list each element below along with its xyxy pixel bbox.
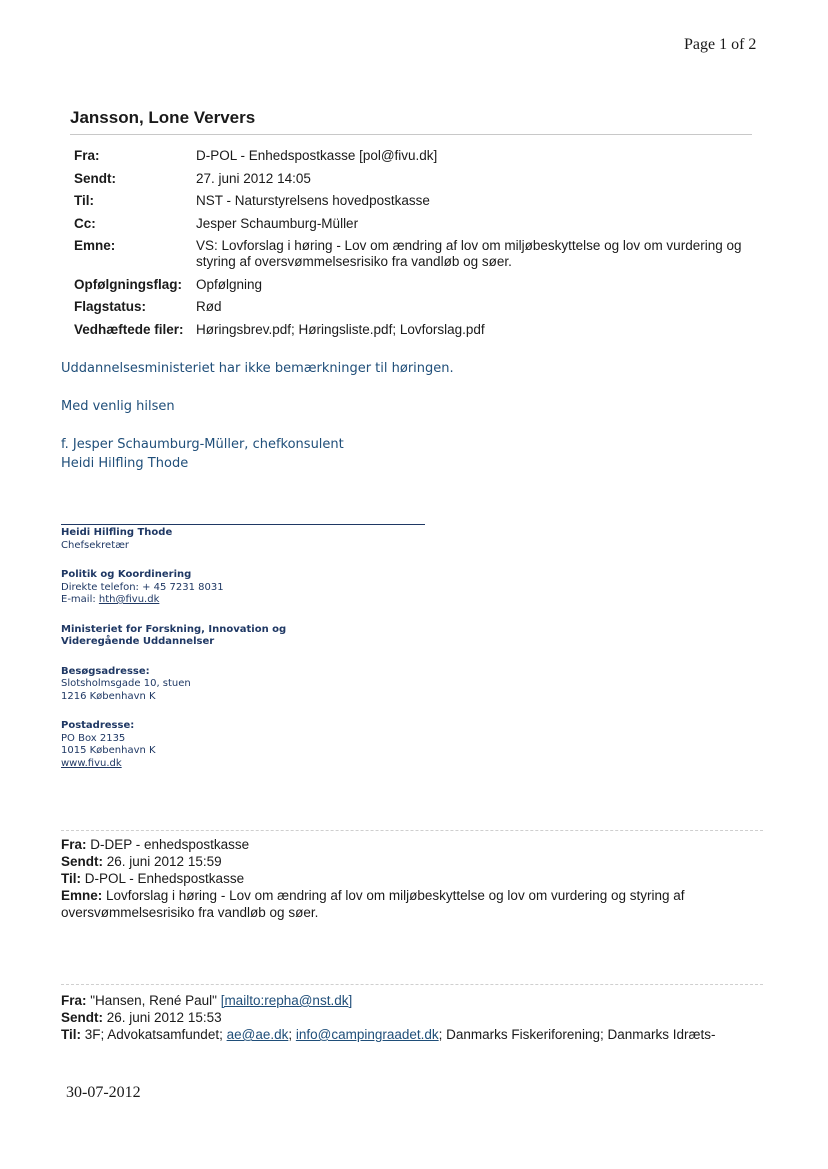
header-label: Vedhæftede filer:: [74, 321, 184, 337]
header-row-sent: [74, 171, 766, 194]
header-value: 27. juni 2012 14:05: [196, 170, 311, 186]
fwd1-sent-label: Sendt:: [61, 854, 103, 869]
fwd1-sent: 26. juni 2012 15:59: [103, 854, 222, 869]
fwd2-mailto-link[interactable]: [mailto:repha@nst.dk]: [220, 993, 353, 1008]
header-value: Høringsbrev.pdf; Høringsliste.pdf; Lovforslag.pdf: [196, 321, 485, 337]
header-value: D-POL - Enhedspostkasse [pol@fivu.dk]: [196, 148, 438, 163]
signature-post-box: PO Box 2135: [61, 732, 126, 744]
header-row-cc: [74, 216, 766, 239]
header-label: Flagstatus:: [74, 299, 147, 314]
fwd2-to-part-a: 3F; Advokatsamfundet;: [81, 1027, 227, 1042]
signature-title: Chefsekretær: [61, 539, 130, 551]
fwd2-to-label: Til:: [61, 1027, 81, 1042]
fwd2-to-part-c: ; Danmarks Fiskeriforening; Danmarks Idræts-: [438, 1027, 716, 1042]
fwd1-from: D-DEP - enhedspostkasse: [86, 837, 250, 852]
signature-department: Politik og Koordinering: [61, 569, 192, 580]
page-number: Page 1 of 2: [684, 36, 757, 53]
divider: [61, 984, 763, 985]
header-value: Rød: [196, 299, 222, 314]
header-label: Emne:: [74, 238, 116, 253]
signature-post-city: 1015 København K: [61, 745, 156, 756]
fwd2-to-link-campingraadet[interactable]: info@campingraadet.dk: [295, 1027, 439, 1042]
header-value: Jesper Schaumburg-Müller: [196, 215, 359, 231]
signature-visit-city: 1216 København K: [61, 690, 156, 702]
signature-name: Heidi Hilfling Thode: [61, 527, 173, 538]
header-row-from: [74, 148, 766, 171]
print-date: 30-07-2012: [66, 1084, 141, 1101]
fwd2-from-label: Fra:: [61, 993, 87, 1008]
header-label: Opfølgningsflag:: [74, 276, 182, 292]
divider: [70, 134, 752, 135]
signature-ministry-line-1: Ministeriet for Forskning, Innovation og: [61, 623, 287, 635]
body-line-response: Uddannelsesministeriet har ikke bemærkninger til høringen.: [61, 361, 454, 376]
divider: [61, 830, 763, 831]
fwd2-from: "Hansen, René Paul": [86, 993, 221, 1008]
fwd1-from-label: Fra:: [61, 837, 87, 852]
sender-name: Jansson, Lone Ververs: [70, 108, 256, 127]
signature-phone: Direkte telefon: + 45 7231 8031: [61, 581, 224, 593]
fwd1-to: D-POL - Enhedspostkasse: [81, 871, 245, 886]
header-row-flag-status: [74, 299, 766, 322]
header-row-attachments: [74, 322, 766, 345]
header-row-subject: [74, 238, 766, 277]
body-signer-1: f. Jesper Schaumburg-Müller, chefkonsulent: [61, 437, 344, 452]
signature-visit-label: Besøgsadresse:: [61, 665, 150, 677]
signature-block: [61, 527, 286, 770]
email-header-table: [74, 148, 766, 344]
header-label: Fra:: [74, 148, 100, 163]
fwd1-to-label: Til:: [61, 871, 81, 886]
forward-header-1: [61, 836, 751, 921]
signature-email-label: E-mail:: [61, 594, 99, 605]
signature-email-link[interactable]: hth@fivu.dk: [98, 594, 160, 605]
signature-web-link[interactable]: www.fivu.dk: [61, 757, 122, 769]
signature-visit-street: Slotsholmsgade 10, stuen: [61, 678, 191, 689]
forward-header-2: [61, 992, 761, 1043]
body-signer-2: Heidi Hilfling Thode: [61, 456, 189, 471]
fwd1-subject: Lovforslag i høring - Lov om ændring af lov om miljøbeskyttelse og lov om vurdering og styring af oversvømmelsesrisiko fra vandløb og søer.: [61, 888, 685, 920]
header-label: Til:: [74, 193, 94, 208]
fwd2-sent-label: Sendt:: [61, 1010, 103, 1025]
header-label: Cc:: [74, 215, 96, 231]
fwd2-to-part-b: ;: [288, 1027, 296, 1042]
fwd2-sent: 26. juni 2012 15:53: [103, 1010, 222, 1025]
header-row-flag: [74, 277, 766, 300]
fwd2-to-link-ae[interactable]: ae@ae.dk: [226, 1027, 289, 1042]
signature-ministry-line-2: Videregående Uddannelser: [61, 636, 215, 647]
header-value: VS: Lovforslag i høring - Lov om ændring af lov om miljøbeskyttelse og lov om vurdering og styring af oversvømmelsesrisiko fra vandløb og søer.: [196, 238, 742, 269]
signature-post-label: Postadresse:: [61, 720, 135, 731]
header-row-to: [74, 193, 766, 216]
header-value: NST - Naturstyrelsens hovedpostkasse: [196, 193, 430, 208]
body-greeting: Med venlig hilsen: [61, 399, 175, 414]
header-value: Opfølgning: [196, 276, 263, 292]
fwd1-subject-label: Emne:: [61, 888, 103, 903]
signature-divider: [61, 524, 425, 525]
header-label: Sendt:: [74, 170, 116, 186]
